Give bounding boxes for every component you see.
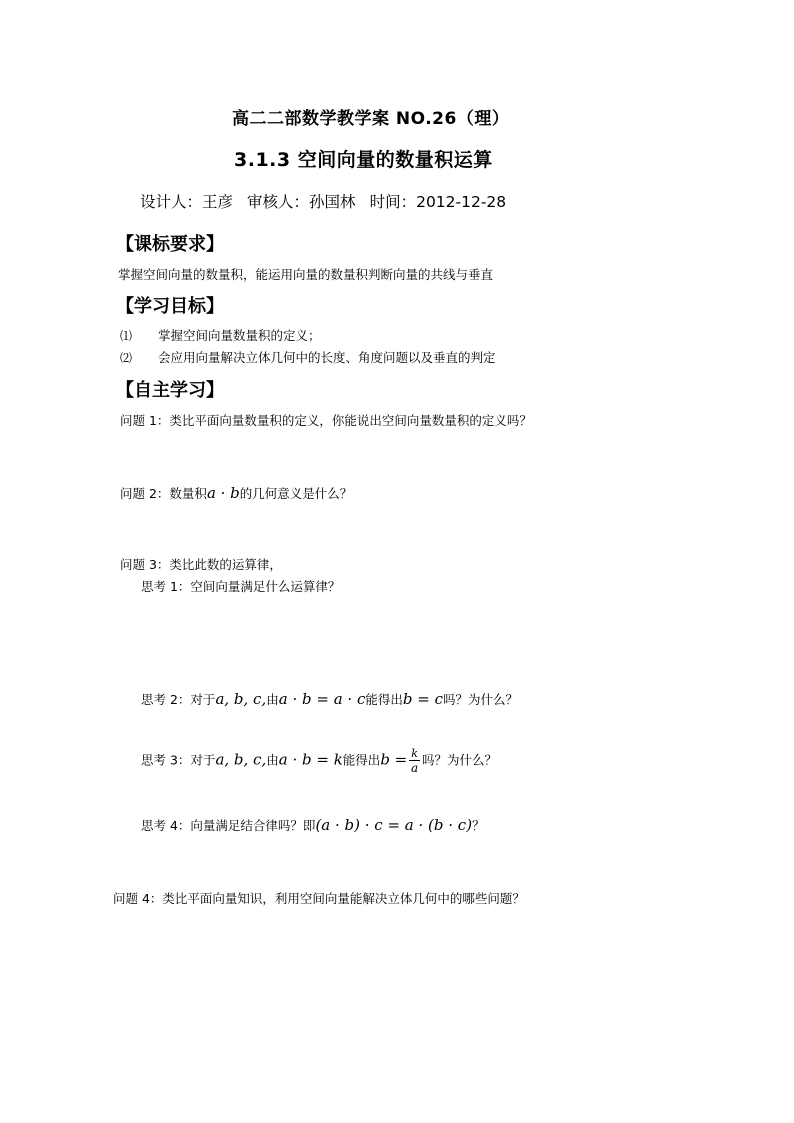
- think-3: [141, 748, 497, 774]
- author-info: [140, 190, 506, 212]
- objective-text-1: 掌握空间向量数量积的定义；: [158, 328, 321, 343]
- think-3-fraction: [409, 748, 420, 774]
- think-4: [141, 816, 485, 834]
- think-2-vectors: a, b, c,: [215, 690, 267, 708]
- time-label: 时间：: [369, 193, 417, 211]
- question-2-suffix: 的几何意义是什么？: [239, 486, 353, 501]
- think-2-suffix: 吗？为什么？: [442, 692, 518, 707]
- designer-name: 王彦: [202, 193, 234, 211]
- think-3-mid-1: 由: [266, 752, 279, 768]
- objective-text-2: 会应用向量解决立体几何中的长度、角度问题以及垂直的判定: [158, 350, 496, 365]
- think-3-equation: a · b = k: [278, 750, 343, 769]
- question-2-formula: a · b: [206, 484, 240, 502]
- objective-number-2: ⑵: [120, 351, 133, 365]
- page-title: 高二二部数学教学案 NO.26（理）: [232, 109, 510, 129]
- objective-item-2: [120, 348, 496, 366]
- think-2-mid-1: 由: [266, 692, 279, 707]
- fraction-numerator: k: [411, 747, 418, 760]
- objective-item-1: [120, 326, 321, 344]
- fraction-denominator: a: [411, 761, 419, 775]
- think-4-suffix: ？: [472, 818, 485, 833]
- think-3-conclusion: b =: [380, 750, 408, 769]
- think-2-prefix: 思考 2：对于: [141, 692, 216, 707]
- section-heading-requirements: 【课标要求】: [116, 234, 224, 255]
- question-4: 问题 4：类比平面向量知识，利用空间向量能解决立体几何中的哪些问题？: [113, 891, 525, 906]
- think-2: [141, 690, 518, 708]
- section-heading-objectives: 【学习目标】: [116, 296, 224, 317]
- question-2-prefix: 问题 2：数量积: [120, 486, 207, 501]
- think-1: 思考 1：空间向量满足什么运算律？: [141, 579, 341, 594]
- section-heading-self-study: 【自主学习】: [116, 380, 224, 401]
- think-2-conclusion: b = c: [402, 690, 443, 708]
- think-2-mid-2: 能得出: [365, 692, 403, 707]
- designer-label: 设计人：: [140, 193, 203, 211]
- think-2-equation: a · b = a · c: [278, 690, 366, 708]
- question-1: 问题 1：类比平面向量数量积的定义，你能说出空间向量数量积的定义吗？: [120, 413, 532, 428]
- question-3: 问题 3：类比此数的运算律，: [120, 557, 282, 572]
- reviewer-name: 孙国林: [309, 193, 356, 211]
- think-4-formula: (a · b) · c = a · (b · c): [315, 816, 473, 834]
- question-2: [120, 484, 352, 502]
- lesson-title: 3.1.3 空间向量的数量积运算: [234, 149, 493, 171]
- think-4-prefix: 思考 4：向量满足结合律吗？即: [141, 818, 316, 833]
- think-3-vectors: a, b, c,: [215, 750, 267, 769]
- reviewer-label: 审核人：: [247, 193, 310, 211]
- requirements-text: 掌握空间向量的数量积，能运用向量的数量积判断向量的共线与垂直: [118, 267, 494, 282]
- think-3-prefix: 思考 3：对于: [141, 752, 216, 768]
- think-3-suffix: 吗？为什么？: [421, 752, 497, 768]
- time-value: 2012-12-28: [416, 193, 507, 211]
- think-3-mid-2: 能得出: [342, 752, 381, 768]
- objective-number-1: ⑴: [120, 329, 133, 343]
